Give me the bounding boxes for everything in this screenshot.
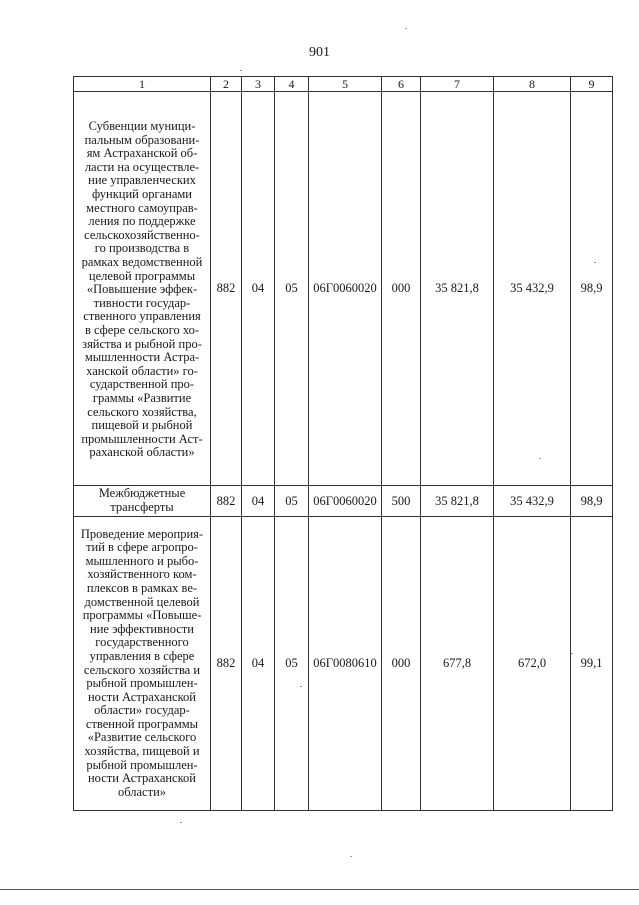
row-description: Субвенции муници- пальным образовани- ям Астраханской об- ласти на осуществле- ние управленческих функций органами местного самоуправ- ления по поддержке сельскохозяйственно- го производства в рамках ведомственной целевой программы «Повышение эффек- тивности государ- ственного управления в сфере сельского хо- зяйства и рыбной про- мышленности Астра- ханской области» го- сударственной про- граммы «Развитие сельского хозяйства, пищевой и рыбной промышленности Аст- раханской области» (74, 92, 211, 486)
cell-expense-type: 000 (382, 517, 421, 811)
scan-bottom-edge (0, 889, 639, 890)
scan-speck (571, 653, 573, 654)
cell-section: 04 (242, 92, 275, 486)
cell-executed-amount: 35 432,9 (494, 486, 571, 517)
table-body (74, 92, 613, 811)
header-row (74, 77, 613, 92)
header-cell-col1: 1 (74, 77, 211, 92)
cell-planned-amount: 677,8 (421, 517, 494, 811)
cell-expense-type: 500 (382, 486, 421, 517)
cell-target-article: 06Г0060020 (309, 486, 382, 517)
cell-target-article: 06Г0060020 (309, 92, 382, 486)
header-cell-col4: 4 (275, 77, 309, 92)
cell-execution-percent: 98,9 (571, 92, 613, 486)
header-cell-col6: 6 (382, 77, 421, 92)
cell-admin-code: 882 (211, 486, 242, 517)
row-description: Межбюджетные трансферты (74, 486, 211, 517)
cell-subsection: 05 (275, 486, 309, 517)
cell-planned-amount: 35 821,8 (421, 486, 494, 517)
table-row (74, 486, 613, 517)
cell-section: 04 (242, 486, 275, 517)
cell-target-article: 06Г0080610 (309, 517, 382, 811)
cell-execution-percent: 98,9 (571, 486, 613, 517)
header-cell-col2: 2 (211, 77, 242, 92)
page-number: 901 (309, 45, 330, 60)
table-row (74, 517, 613, 811)
table-row (74, 92, 613, 486)
scan-speck (405, 28, 407, 29)
scan-speck (300, 686, 302, 687)
header-cell-col5: 5 (309, 77, 382, 92)
header-cell-col7: 7 (421, 77, 494, 92)
header-cell-col3: 3 (242, 77, 275, 92)
cell-section: 04 (242, 517, 275, 811)
scan-speck (240, 70, 242, 71)
scan-speck (539, 458, 541, 459)
cell-planned-amount: 35 821,8 (421, 92, 494, 486)
cell-executed-amount: 35 432,9 (494, 92, 571, 486)
table-header (74, 77, 613, 92)
cell-execution-percent: 99,1 (571, 517, 613, 811)
cell-expense-type: 000 (382, 92, 421, 486)
header-cell-col9: 9 (571, 77, 613, 92)
budget-table (73, 76, 613, 811)
header-cell-col8: 8 (494, 77, 571, 92)
scan-speck (180, 822, 182, 823)
cell-subsection: 05 (275, 517, 309, 811)
cell-admin-code: 882 (211, 517, 242, 811)
scan-speck (594, 262, 596, 263)
cell-subsection: 05 (275, 92, 309, 486)
cell-admin-code: 882 (211, 92, 242, 486)
scan-speck (350, 856, 352, 857)
cell-executed-amount: 672,0 (494, 517, 571, 811)
row-description: Проведение мероприя- тий в сфере агропро- мышленного и рыбо- хозяйственного ком- плексов в рамках ве- домственной целевой программы «Повыше- ние эффективности государственного управления в сфере сельского хозяйства и рыбной промышлен- ности Астраханской области» государ- ственной программы «Развитие сельского хозяйства, пищевой и рыбной промышлен- ности Астраханской области» (74, 517, 211, 811)
